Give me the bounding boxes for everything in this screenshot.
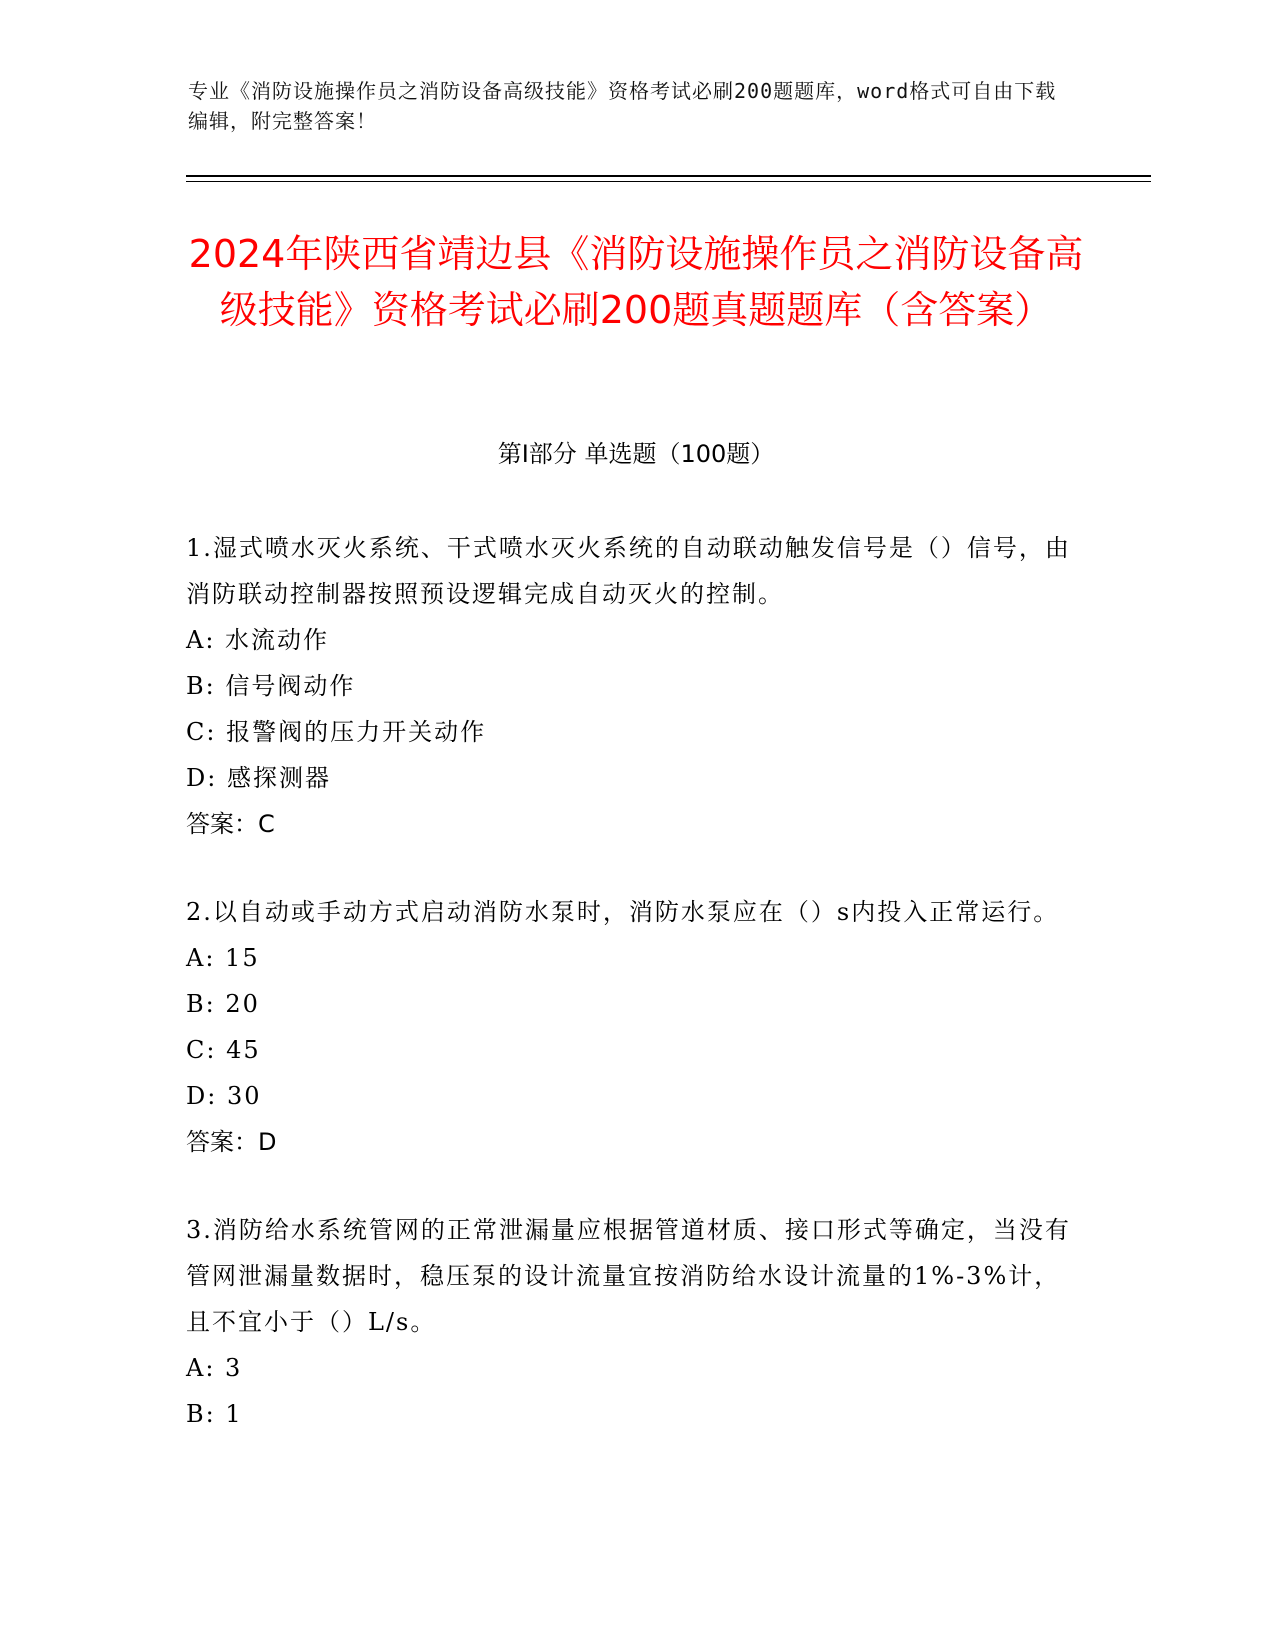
question-stem: 2.以自动或手动方式启动消防水泵时，消防水泵应在（）s内投入正常运行。 — [186, 898, 1060, 926]
question-stem: 3.消防给水系统管网的正常泄漏量应根据管道材质、接口形式等确定，当没有管网泄漏量数据时，稳压泵的设计流量宜按消防给水设计流量的1%-3%计，且不宜小于（）L/s。 — [186, 1216, 1071, 1336]
question-3 — [186, 1207, 1086, 1437]
question-list — [186, 525, 1086, 1479]
question-2 — [186, 889, 1086, 1165]
question-1 — [186, 525, 1086, 847]
question-stem: 1.湿式喷水灭火系统、干式喷水灭火系统的自动联动触发信号是（）信号，由消防联动控制器按照预设逻辑完成自动灭火的控制。 — [186, 534, 1071, 608]
option-c: C: 报警阀的压力开关动作 — [186, 718, 487, 746]
document-title: 2024年陕西省靖边县《消防设施操作员之消防设备高级技能》资格考试必刷200题真题题库（含答案） — [188, 232, 1084, 332]
answer: 答案：C — [186, 810, 275, 838]
option-a: A: 水流动作 — [186, 626, 330, 654]
option-a: A: 15 — [186, 944, 260, 972]
header-note: 专业《消防设施操作员之消防设备高级技能》资格考试必刷200题题库，word格式可自由下载编辑，附完整答案！ — [188, 79, 1057, 133]
header-rule-thin — [186, 181, 1151, 182]
answer: 答案：D — [186, 1128, 277, 1156]
option-d: D: 感探测器 — [186, 764, 331, 792]
section-title: 第Ⅰ部分 单选题（100题） — [497, 440, 775, 468]
option-b: B: 20 — [186, 990, 260, 1018]
option-d: D: 30 — [186, 1082, 262, 1110]
header-rule-thick — [186, 175, 1151, 177]
option-c: C: 45 — [186, 1036, 261, 1064]
option-b: B: 信号阀动作 — [186, 672, 356, 700]
option-b: B: 1 — [186, 1400, 243, 1428]
option-a: A: 3 — [186, 1354, 243, 1382]
